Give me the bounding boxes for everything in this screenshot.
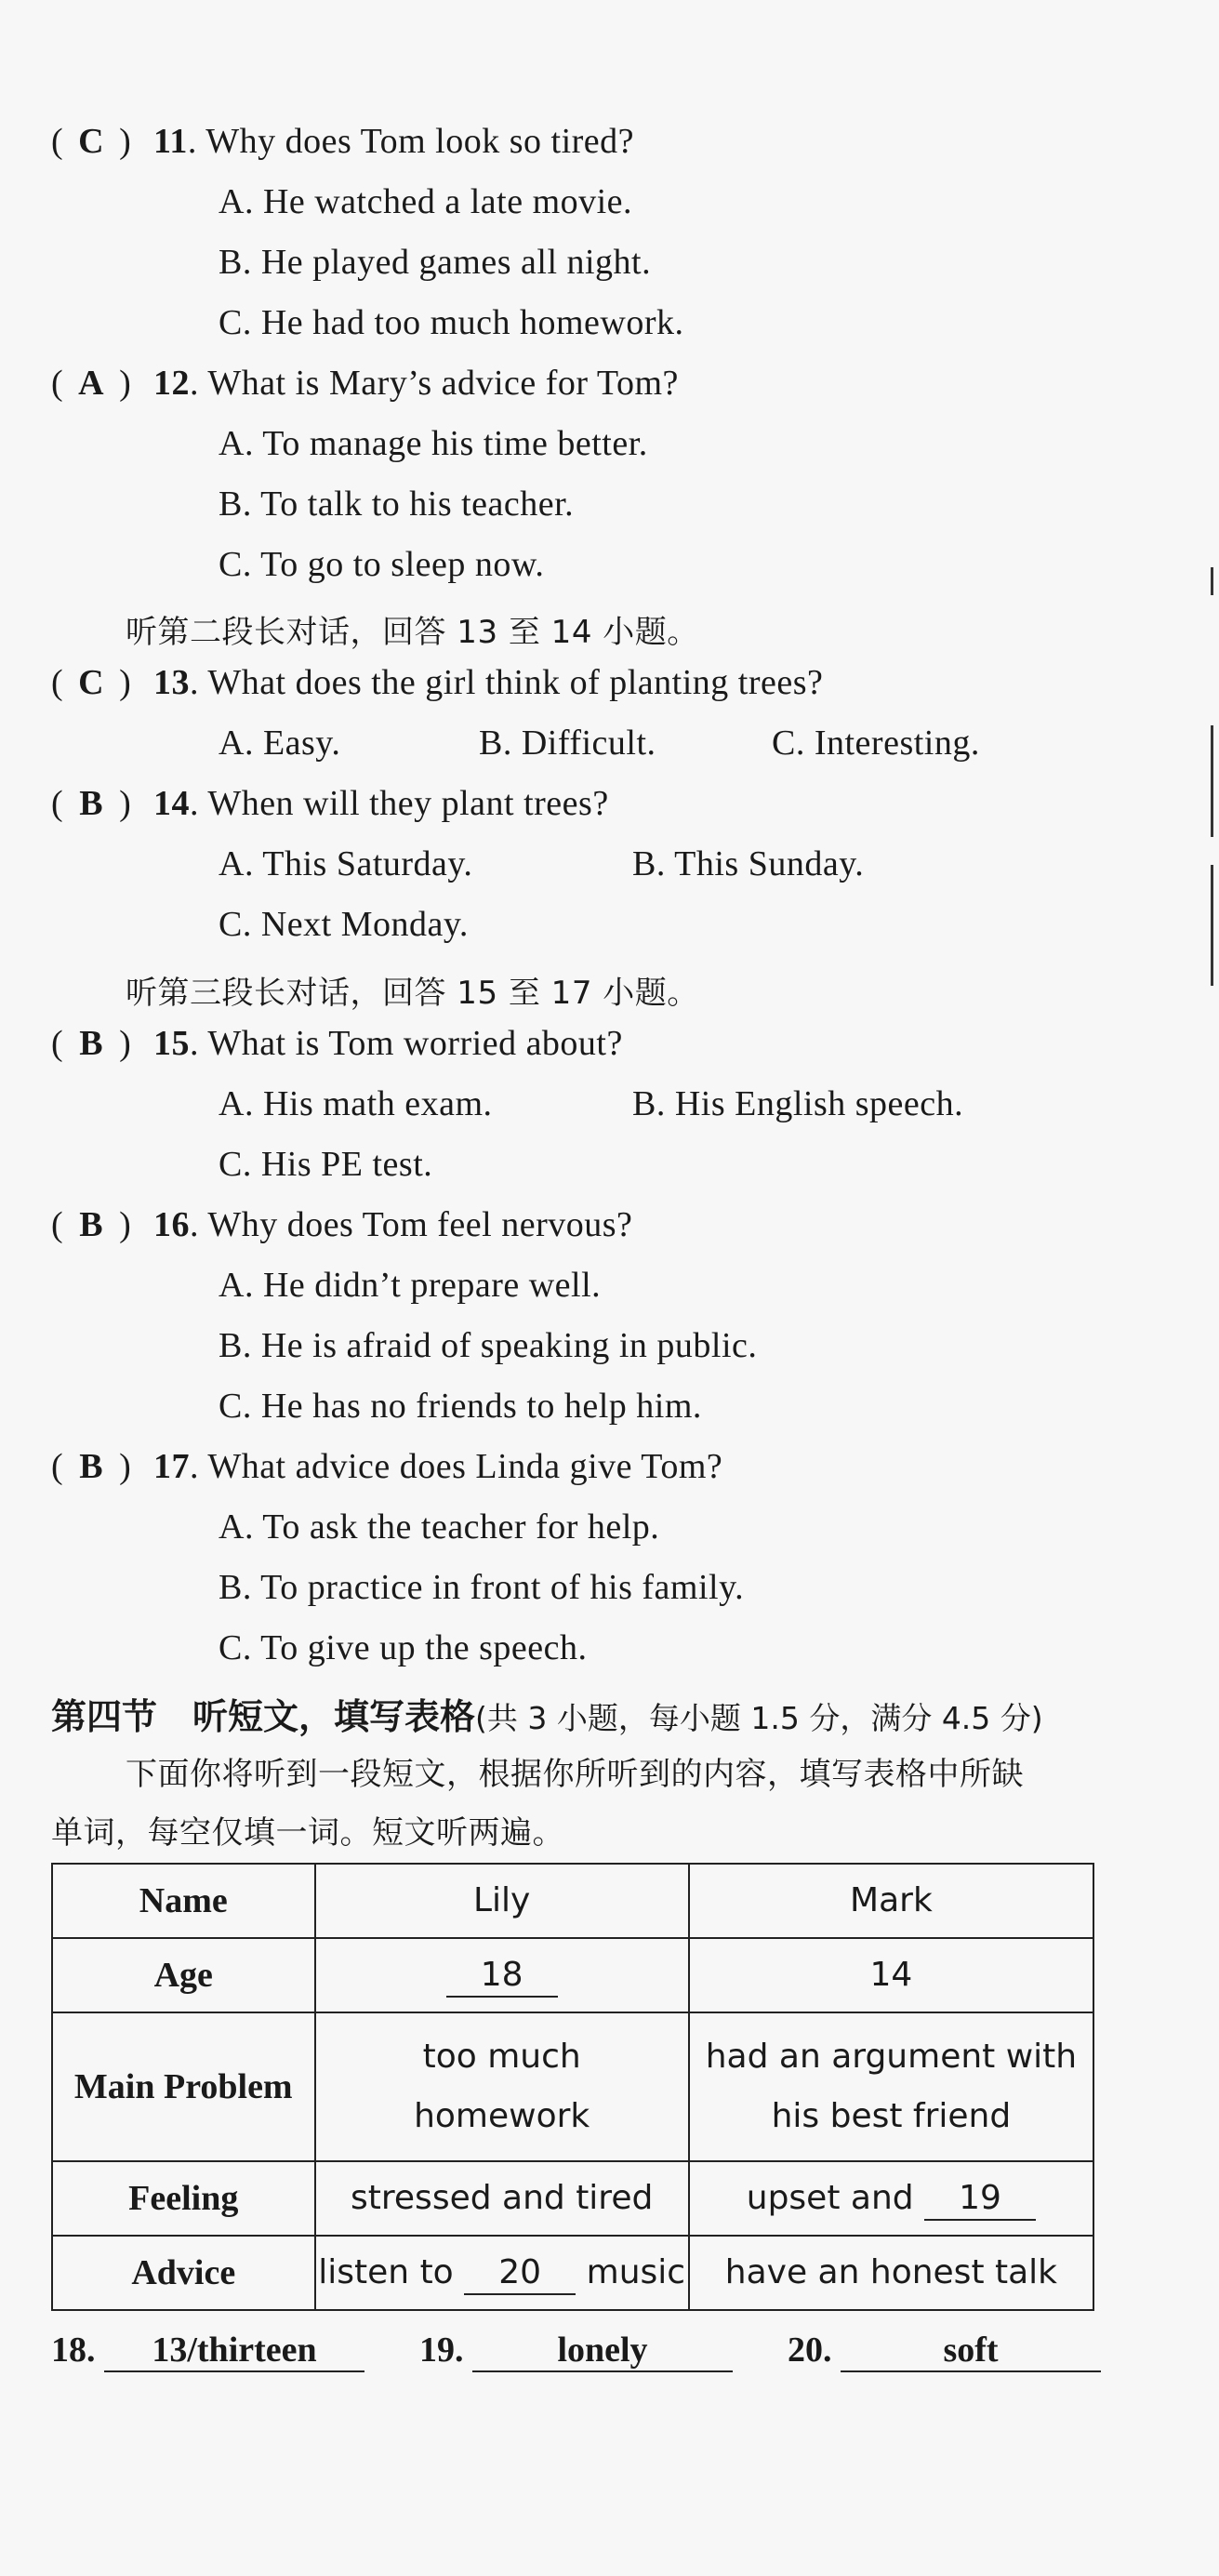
row-label-advice: Advice (52, 2236, 315, 2310)
blank-18: 18 (446, 1955, 558, 1998)
section-4-intro-2: 单词，每空仅填一词。短文听两遍。 (51, 1814, 564, 1852)
option: A. He watched a late movie. (219, 182, 633, 221)
option: C. Next Monday. (219, 905, 469, 944)
binding-mark (1211, 725, 1213, 837)
table-row (52, 1864, 1093, 1938)
binding-mark (1211, 567, 1213, 595)
row-label-feeling: Feeling (52, 2161, 315, 2236)
question-number: 16 (153, 1205, 190, 1244)
question-number: 14 (153, 784, 190, 823)
answer-label-18: 18. (51, 2330, 96, 2370)
answer-16: B (79, 1205, 104, 1244)
cell-mark-feeling (689, 2161, 1093, 2236)
table-row (52, 1938, 1093, 2012)
cell-text: his best friend (771, 2097, 1012, 2135)
row-label-age: Age (52, 1938, 315, 2012)
header-mark: Mark (689, 1864, 1093, 1938)
question-text: Why does Tom look so tired? (205, 122, 635, 161)
option: A. This Saturday. (219, 844, 473, 883)
option: C. He has no friends to help him. (219, 1387, 702, 1426)
answer-12: A (78, 364, 105, 403)
option: B. His English speech. (632, 1084, 964, 1123)
cell-lily-feeling: stressed and tired (315, 2161, 689, 2236)
option: C. To go to sleep now. (219, 545, 545, 584)
question-text: What is Mary’s advice for Tom? (207, 364, 679, 403)
row-label-problem: Main Problem (52, 2012, 315, 2161)
option: B. To talk to his teacher. (219, 485, 575, 524)
question-16: ( B ) 16. Why does Tom feel nervous? (51, 1205, 633, 1244)
option: A. He didn’t prepare well. (219, 1266, 602, 1305)
question-text: When will they plant trees? (207, 784, 609, 823)
section-4-title (51, 1688, 1043, 1739)
question-text: What advice does Linda give Tom? (207, 1447, 723, 1486)
table-row (52, 2012, 1093, 2161)
option: B. He played games all night. (219, 243, 652, 282)
answer-14: B (79, 784, 104, 823)
option: B. He is afraid of speaking in public. (219, 1326, 758, 1365)
question-text: What does the girl think of planting trees? (207, 663, 824, 702)
question-number: 11 (153, 122, 188, 161)
answer-11: C (78, 122, 105, 161)
section-4-intro-1: 下面你将听到一段短文，根据你所听到的内容，填写表格中所缺 (126, 1756, 1024, 1793)
binding-mark (1211, 865, 1213, 986)
option: A. His math exam. (219, 1084, 493, 1123)
cell-text: had an argument with (705, 2038, 1078, 2076)
option: C. To give up the speech. (219, 1628, 588, 1667)
question-text: Why does Tom feel nervous? (207, 1205, 633, 1244)
option: B. Difficult. (479, 724, 656, 763)
option: A. Easy. (219, 724, 341, 763)
table-row (52, 2236, 1093, 2310)
option: C. He had too much homework. (219, 303, 684, 342)
option: C. His PE test. (219, 1145, 433, 1184)
section-4-heading: 第四节 听短文，填写表格 (51, 1696, 476, 1737)
cell-text: upset and (746, 2179, 914, 2217)
question-15: ( B ) 15. What is Tom worried about? (51, 1024, 623, 1063)
section-4-scoring: (共 3 小题，每小题 1.5 分，满分 4.5 分) (475, 1700, 1043, 1736)
cell-lily-problem (315, 2012, 689, 2161)
question-12: ( A ) 12. What is Mary’s advice for Tom? (51, 364, 679, 403)
table-row (52, 2161, 1093, 2236)
option: B. This Sunday. (632, 844, 865, 883)
answer-15: B (79, 1024, 104, 1063)
answer-row (51, 2330, 1101, 2372)
question-number: 12 (153, 364, 190, 403)
option: C. Interesting. (772, 724, 980, 763)
cell-mark-problem (689, 2012, 1093, 2161)
question-text: What is Tom worried about? (207, 1024, 623, 1063)
answer-17: B (79, 1447, 104, 1486)
question-17: ( B ) 17. What advice does Linda give Tom? (51, 1447, 723, 1486)
question-number: 13 (153, 663, 190, 702)
cell-text: homework (414, 2097, 590, 2135)
answer-label-20: 20. (788, 2330, 832, 2370)
header-name: Name (52, 1864, 315, 1938)
question-14: ( B ) 14. When will they plant trees? (51, 784, 609, 823)
cell-lily-advice (315, 2236, 689, 2310)
cell-mark-age: 14 (689, 1938, 1093, 2012)
answer-13: C (78, 663, 105, 702)
option: A. To manage his time better. (219, 424, 648, 463)
cell-text: music (586, 2253, 686, 2291)
cell-text: listen to (318, 2253, 454, 2291)
question-number: 17 (153, 1447, 190, 1486)
blank-19: 19 (924, 2178, 1036, 2221)
instruction-dialogue-2: 听第二段长对话，回答 13 至 14 小题。 (126, 614, 699, 651)
info-table (51, 1863, 1094, 2311)
option: A. To ask the teacher for help. (219, 1507, 660, 1547)
answer-fill-18: 13/thirteen (104, 2330, 364, 2372)
answer-fill-19: lonely (472, 2330, 733, 2372)
blank-20: 20 (464, 2252, 576, 2295)
option: B. To practice in front of his family. (219, 1568, 745, 1607)
header-lily: Lily (315, 1864, 689, 1938)
question-13: ( C ) 13. What does the girl think of planting trees? (51, 663, 824, 702)
question-11: ( C ) 11. Why does Tom look so tired? (51, 122, 635, 161)
question-number: 15 (153, 1024, 190, 1063)
cell-text: too much (422, 2038, 581, 2076)
instruction-dialogue-3: 听第三段长对话，回答 15 至 17 小题。 (126, 975, 699, 1012)
cell-mark-advice: have an honest talk (689, 2236, 1093, 2310)
answer-label-19: 19. (419, 2330, 464, 2370)
cell-lily-age (315, 1938, 689, 2012)
answer-fill-20: soft (841, 2330, 1101, 2372)
